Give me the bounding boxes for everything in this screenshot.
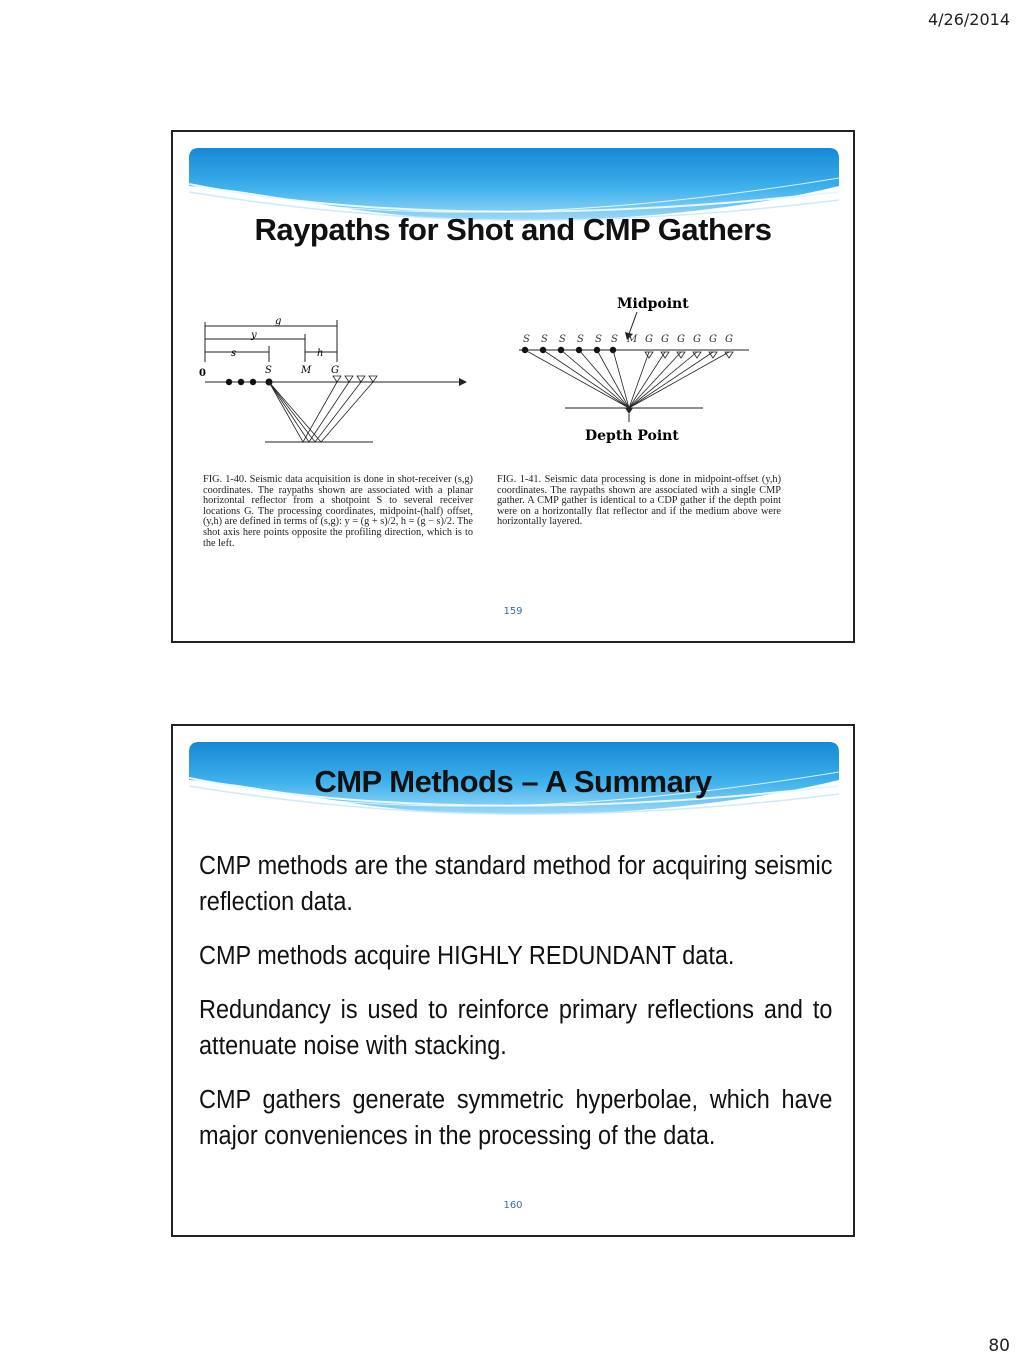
bullet-item: CMP gathers generate symmetric hyperbolae, which have major conveniences in the processing of the data. [199, 1086, 833, 1150]
svg-text:S: S [595, 334, 602, 345]
figure-caption-right: FIG. 1-41. Seismic data processing is done in midpoint-offset (y,h) coordinates. The raypaths shown are associated with a single CMP gather. A CMP gather is identical to a CDP gather if the depth point were on a horizontally flat reflector and if the medium above were horizontally layered. [497, 474, 781, 528]
bullet-item: Redundancy is used to reinforce primary reflections and to attenuate noise with stacking. [199, 996, 833, 1060]
svg-text:G: G [709, 334, 717, 345]
svg-text:S: S [523, 334, 530, 345]
label-S: S [265, 365, 272, 376]
page-date: 4/26/2014 [927, 10, 1010, 29]
label-M: M [301, 365, 312, 376]
slide-title: CMP Methods – A Summary [314, 764, 712, 799]
label-midpoint: Midpoint [617, 296, 689, 312]
cmp-gather-figure [509, 288, 769, 452]
slide-title: Raypaths for Shot and CMP Gathers [254, 212, 772, 247]
label-s: s [231, 348, 237, 359]
label-h: h [317, 348, 324, 359]
slide-number: 159 [503, 606, 523, 617]
label-y: y [251, 330, 257, 341]
label-g: g [275, 316, 282, 327]
bullet-list [199, 848, 833, 1172]
svg-text:G: G [693, 334, 701, 345]
svg-text:S: S [559, 334, 566, 345]
svg-text:S: S [577, 334, 584, 345]
bullet-item: CMP methods are the standard method for acquiring seismic reflection data. [199, 852, 833, 916]
slide-number: 160 [503, 1200, 523, 1211]
bullet-item: CMP methods acquire HIGHLY REDUNDANT data. [199, 942, 735, 970]
slide-159 [171, 130, 855, 643]
label-zero: 0 [199, 368, 206, 379]
svg-text:G: G [677, 334, 685, 345]
label-G: G [331, 365, 339, 376]
figure-caption-left: FIG. 1-40. Seismic data acquisition is done in shot-receiver (s,g) coordinates. The raypaths shown are associated with a planar horizontal reflector from a shotpoint S to several receiver locations G. The processing coordinates, midpoint-(half) offset, (y,h) are defined in terms of (s,g): y = (g + s)/2, h = (g − s)/2. The shot axis here points opposite the profiling direction, which is to the left. [203, 474, 473, 549]
label-depth-point: Depth Point [585, 428, 679, 444]
svg-text:S: S [541, 334, 548, 345]
svg-text:S: S [611, 334, 618, 345]
label-M-right: M [627, 334, 638, 345]
svg-text:G: G [661, 334, 669, 345]
shot-gather-figure [197, 314, 477, 450]
svg-text:G: G [645, 334, 653, 345]
svg-text:G: G [725, 334, 733, 345]
page-number: 80 [988, 1336, 1010, 1356]
slide-160 [171, 724, 855, 1237]
